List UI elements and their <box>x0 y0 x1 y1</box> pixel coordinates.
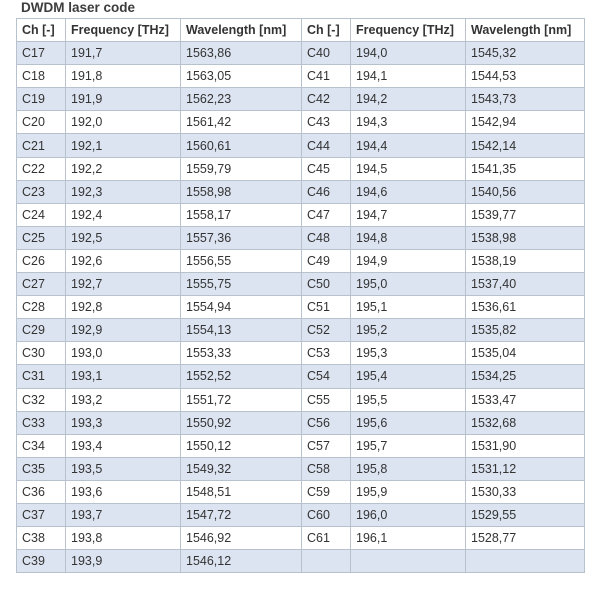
table-row <box>17 503 585 526</box>
frequency-cell: 195,8 <box>351 457 466 480</box>
channel-cell: C28 <box>17 296 66 319</box>
table-row <box>17 342 585 365</box>
wavelength-cell: 1545,32 <box>466 42 585 65</box>
wavelength-cell: 1554,94 <box>181 296 302 319</box>
frequency-cell: 194,9 <box>351 249 466 272</box>
wavelength-cell: 1557,36 <box>181 226 302 249</box>
frequency-cell: 194,8 <box>351 226 466 249</box>
channel-cell: C31 <box>17 365 66 388</box>
frequency-cell: 193,1 <box>66 365 181 388</box>
wavelength-cell: 1558,17 <box>181 203 302 226</box>
frequency-cell: 191,9 <box>66 88 181 111</box>
wavelength-cell: 1550,92 <box>181 411 302 434</box>
frequency-cell: 192,5 <box>66 226 181 249</box>
channel-cell: C41 <box>302 65 351 88</box>
channel-cell: C24 <box>17 203 66 226</box>
frequency-cell: 194,6 <box>351 180 466 203</box>
channel-cell: C30 <box>17 342 66 365</box>
frequency-cell: 195,0 <box>351 273 466 296</box>
channel-cell: C21 <box>17 134 66 157</box>
table-row <box>17 527 585 550</box>
frequency-cell: 193,4 <box>66 434 181 457</box>
wavelength-cell: 1546,12 <box>181 550 302 573</box>
frequency-cell: 194,2 <box>351 88 466 111</box>
frequency-cell: 193,2 <box>66 388 181 411</box>
wavelength-cell: 1528,77 <box>466 527 585 550</box>
table-row <box>17 134 585 157</box>
table-row <box>17 365 585 388</box>
frequency-cell: 195,9 <box>351 480 466 503</box>
wavelength-cell: 1535,04 <box>466 342 585 365</box>
channel-cell: C56 <box>302 411 351 434</box>
table-row <box>17 180 585 203</box>
frequency-cell: 195,1 <box>351 296 466 319</box>
frequency-cell: 192,9 <box>66 319 181 342</box>
wavelength-cell: 1543,73 <box>466 88 585 111</box>
wavelength-cell: 1535,82 <box>466 319 585 342</box>
channel-cell: C23 <box>17 180 66 203</box>
wavelength-cell: 1555,75 <box>181 273 302 296</box>
frequency-cell <box>351 550 466 573</box>
frequency-cell: 193,8 <box>66 527 181 550</box>
frequency-cell: 194,1 <box>351 65 466 88</box>
table-row <box>17 226 585 249</box>
wavelength-cell: 1560,61 <box>181 134 302 157</box>
wavelength-cell: 1542,94 <box>466 111 585 134</box>
frequency-cell: 192,0 <box>66 111 181 134</box>
table-row <box>17 296 585 319</box>
channel-cell: C18 <box>17 65 66 88</box>
channel-cell: C45 <box>302 157 351 180</box>
channel-cell: C60 <box>302 503 351 526</box>
table-row <box>17 157 585 180</box>
header-frequency: Frequency [THz] <box>351 19 466 42</box>
frequency-cell: 193,0 <box>66 342 181 365</box>
channel-cell: C22 <box>17 157 66 180</box>
channel-cell: C29 <box>17 319 66 342</box>
channel-cell <box>302 550 351 573</box>
wavelength-cell: 1542,14 <box>466 134 585 157</box>
channel-cell: C38 <box>17 527 66 550</box>
frequency-cell: 195,5 <box>351 388 466 411</box>
wavelength-cell: 1541,35 <box>466 157 585 180</box>
wavelength-cell: 1540,56 <box>466 180 585 203</box>
frequency-cell: 195,6 <box>351 411 466 434</box>
frequency-cell: 192,8 <box>66 296 181 319</box>
frequency-cell: 196,0 <box>351 503 466 526</box>
frequency-cell: 195,7 <box>351 434 466 457</box>
frequency-cell: 195,3 <box>351 342 466 365</box>
table-row <box>17 65 585 88</box>
channel-cell: C58 <box>302 457 351 480</box>
wavelength-cell: 1538,98 <box>466 226 585 249</box>
channel-cell: C42 <box>302 88 351 111</box>
channel-cell: C37 <box>17 503 66 526</box>
wavelength-cell: 1548,51 <box>181 480 302 503</box>
channel-cell: C52 <box>302 319 351 342</box>
table-row <box>17 111 585 134</box>
table-title: DWDM laser code <box>21 0 136 15</box>
frequency-cell: 193,3 <box>66 411 181 434</box>
header-channel: Ch [-] <box>302 19 351 42</box>
wavelength-cell: 1562,23 <box>181 88 302 111</box>
wavelength-cell: 1561,42 <box>181 111 302 134</box>
table-row <box>17 273 585 296</box>
frequency-cell: 194,7 <box>351 203 466 226</box>
frequency-cell: 195,2 <box>351 319 466 342</box>
frequency-cell: 194,4 <box>351 134 466 157</box>
channel-cell: C32 <box>17 388 66 411</box>
channel-cell: C53 <box>302 342 351 365</box>
wavelength-cell: 1554,13 <box>181 319 302 342</box>
frequency-cell: 195,4 <box>351 365 466 388</box>
channel-cell: C40 <box>302 42 351 65</box>
channel-cell: C35 <box>17 457 66 480</box>
channel-cell: C51 <box>302 296 351 319</box>
wavelength-cell: 1531,90 <box>466 434 585 457</box>
wavelength-cell: 1538,19 <box>466 249 585 272</box>
channel-cell: C39 <box>17 550 66 573</box>
channel-cell: C46 <box>302 180 351 203</box>
wavelength-cell: 1551,72 <box>181 388 302 411</box>
wavelength-cell: 1549,32 <box>181 457 302 480</box>
frequency-cell: 191,8 <box>66 65 181 88</box>
table-row <box>17 550 585 573</box>
frequency-cell: 192,4 <box>66 203 181 226</box>
wavelength-cell: 1547,72 <box>181 503 302 526</box>
wavelength-cell <box>466 550 585 573</box>
frequency-cell: 194,3 <box>351 111 466 134</box>
channel-cell: C50 <box>302 273 351 296</box>
header-wavelength: Wavelength [nm] <box>181 19 302 42</box>
table-row <box>17 480 585 503</box>
frequency-cell: 192,6 <box>66 249 181 272</box>
channel-cell: C27 <box>17 273 66 296</box>
wavelength-cell: 1563,05 <box>181 65 302 88</box>
table-row <box>17 411 585 434</box>
header-row <box>17 19 585 42</box>
frequency-cell: 192,3 <box>66 180 181 203</box>
channel-cell: C61 <box>302 527 351 550</box>
channel-cell: C33 <box>17 411 66 434</box>
header-wavelength: Wavelength [nm] <box>466 19 585 42</box>
table-row <box>17 203 585 226</box>
table-row <box>17 249 585 272</box>
wavelength-cell: 1552,52 <box>181 365 302 388</box>
wavelength-cell: 1531,12 <box>466 457 585 480</box>
wavelength-cell: 1544,53 <box>466 65 585 88</box>
channel-cell: C17 <box>17 42 66 65</box>
table-row <box>17 434 585 457</box>
wavelength-cell: 1546,92 <box>181 527 302 550</box>
channel-cell: C19 <box>17 88 66 111</box>
wavelength-cell: 1550,12 <box>181 434 302 457</box>
header-channel: Ch [-] <box>17 19 66 42</box>
table-row <box>17 42 585 65</box>
wavelength-cell: 1530,33 <box>466 480 585 503</box>
channel-cell: C47 <box>302 203 351 226</box>
channel-cell: C20 <box>17 111 66 134</box>
header-frequency: Frequency [THz] <box>66 19 181 42</box>
table-row <box>17 319 585 342</box>
frequency-cell: 193,9 <box>66 550 181 573</box>
wavelength-cell: 1558,98 <box>181 180 302 203</box>
frequency-cell: 191,7 <box>66 42 181 65</box>
table-body <box>17 42 585 573</box>
table-row <box>17 457 585 480</box>
frequency-cell: 192,1 <box>66 134 181 157</box>
wavelength-cell: 1537,40 <box>466 273 585 296</box>
channel-cell: C26 <box>17 249 66 272</box>
channel-cell: C36 <box>17 480 66 503</box>
frequency-cell: 196,1 <box>351 527 466 550</box>
dwdm-laser-code-table <box>16 18 585 573</box>
frequency-cell: 192,7 <box>66 273 181 296</box>
channel-cell: C57 <box>302 434 351 457</box>
frequency-cell: 192,2 <box>66 157 181 180</box>
wavelength-cell: 1533,47 <box>466 388 585 411</box>
wavelength-cell: 1536,61 <box>466 296 585 319</box>
wavelength-cell: 1556,55 <box>181 249 302 272</box>
table-row <box>17 388 585 411</box>
frequency-cell: 193,7 <box>66 503 181 526</box>
channel-cell: C44 <box>302 134 351 157</box>
wavelength-cell: 1539,77 <box>466 203 585 226</box>
frequency-cell: 194,5 <box>351 157 466 180</box>
wavelength-cell: 1563,86 <box>181 42 302 65</box>
channel-cell: C34 <box>17 434 66 457</box>
wavelength-cell: 1559,79 <box>181 157 302 180</box>
wavelength-cell: 1553,33 <box>181 342 302 365</box>
wavelength-cell: 1532,68 <box>466 411 585 434</box>
wavelength-cell: 1534,25 <box>466 365 585 388</box>
wavelength-cell: 1529,55 <box>466 503 585 526</box>
channel-cell: C49 <box>302 249 351 272</box>
channel-cell: C55 <box>302 388 351 411</box>
channel-cell: C43 <box>302 111 351 134</box>
channel-cell: C54 <box>302 365 351 388</box>
channel-cell: C25 <box>17 226 66 249</box>
channel-cell: C59 <box>302 480 351 503</box>
frequency-cell: 193,6 <box>66 480 181 503</box>
table-row <box>17 88 585 111</box>
frequency-cell: 194,0 <box>351 42 466 65</box>
channel-cell: C48 <box>302 226 351 249</box>
frequency-cell: 193,5 <box>66 457 181 480</box>
